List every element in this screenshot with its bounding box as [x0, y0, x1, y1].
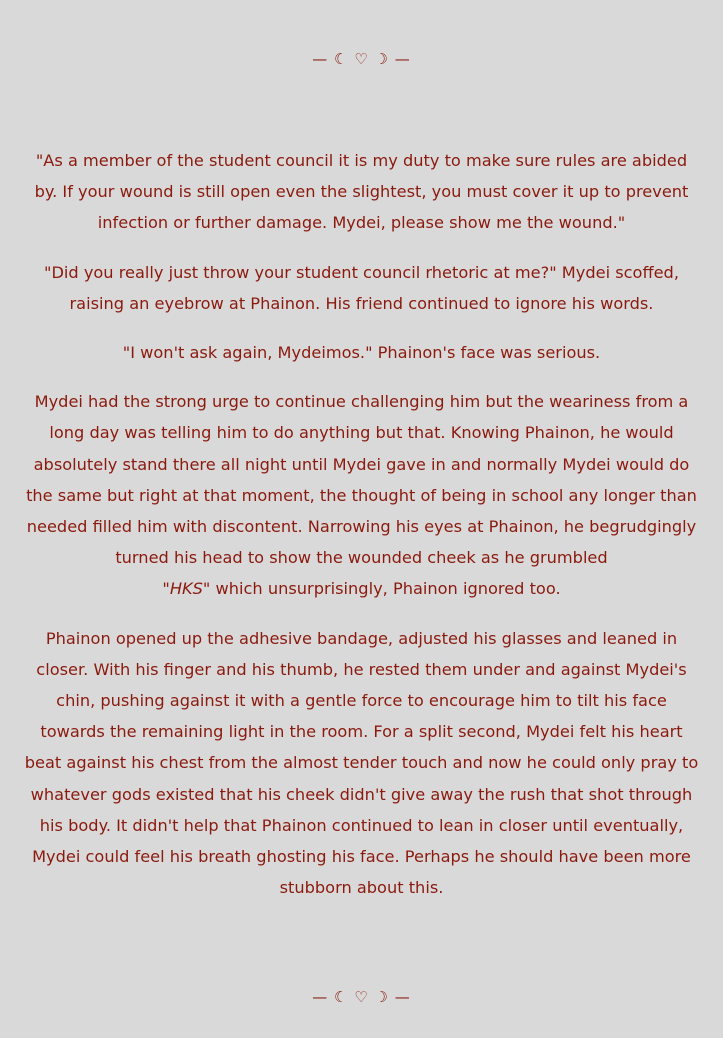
paragraph-4-body: Mydei had the strong urge to continue challenging him but the weariness from a long day was telling him to do anything but that. Knowing Phainon, he would absolutely stand there all night until Mydei gave in and normally Mydei would do the same but right at that moment, the thought of being in school any longer than needed filled him with discontent. Narrowing his eyes at Phainon, he begrudgingly turned his head to show the wounded cheek as he grumbled — [26, 392, 697, 568]
section-divider-bottom: — ☾ ♡ ☽ — — [312, 988, 411, 1006]
paragraph-4 — [24, 386, 699, 604]
paragraph-2: "Did you really just throw your student council rhetoric at me?" Mydei scoffed, raising an eyebrow at Phainon. His friend continued to ignore his words. — [44, 262, 679, 313]
section-divider-top: — ☾ ♡ ☽ — — [312, 50, 411, 68]
story-text — [24, 145, 699, 921]
paragraph-5: Phainon opened up the adhesive bandage, adjusted his glasses and leaned in closer. With his finger and his thumb, he rested them under and against Mydei's chin, pushing against it with a gentle force to encourage him to tilt his face towards the remaining light in the room. For a split second, Mydei felt his heart beat against his chest from the almost tender touch and now he could only pray to whatever gods existed that his cheek didn't give away the rush that shot through his body. It didn't help that Phainon continued to lean in closer until eventually, Mydei could feel his breath ghosting his face. Perhaps he should have been more stubborn about this. — [24, 628, 699, 898]
paragraph-3: "I won't ask again, Mydeimos." Phainon's face was serious. — [122, 343, 601, 363]
paragraph-1: "As a member of the student council it is my duty to make sure rules are abided by. If your wound is still open even the slightest, you must cover it up to prevent infection or further damage. Mydei, please show me the wound." — [34, 151, 689, 233]
paragraph-4-tail: which unsurprisingly, Phainon ignored too. — [210, 579, 561, 599]
emphasized-word: "HKS" — [162, 579, 211, 599]
